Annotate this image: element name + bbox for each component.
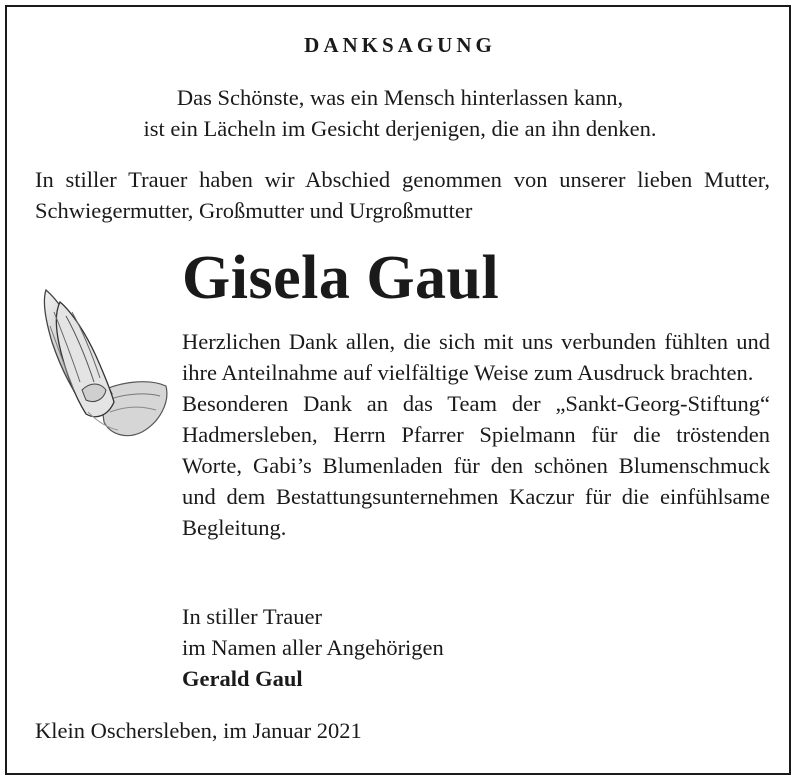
notice-heading: DANKSAGUNG	[304, 33, 496, 57]
closing-block	[182, 601, 444, 694]
thanks-text	[182, 326, 770, 543]
quote	[0, 82, 800, 144]
praying-hands-icon	[38, 282, 174, 452]
closing-line-2: im Namen aller Angehörigen	[182, 635, 444, 660]
quote-line-2: ist ein Lächeln im Gesicht derjenigen, die an ihn denken.	[143, 116, 657, 141]
place-date: Klein Oschersleben, im Januar 2021	[35, 718, 362, 743]
quote-line-1: Das Schönste, was ein Mensch hinterlassen kann,	[176, 85, 624, 110]
intro-text: In stiller Trauer haben wir Abschied genommen von unserer lieben Mutter, Schwiegermutter, Großmutter und Urgroßmutter	[35, 167, 770, 223]
closing-line-1: In stiller Trauer	[182, 604, 322, 629]
deceased-name: Gisela Gaul	[182, 244, 500, 312]
thanks-paragraph-2: Besonderen Dank an das Team der „Sankt-Georg-Stiftung“ Hadmersleben, Herrn Pfarrer Spielmann für die tröstenden Worte, Gabi’s Blumenladen für den schönen Blumenschmuck und dem Bestattungsunternehmen Kaczur für die einfühlsame Begleitung.	[182, 391, 770, 540]
thanks-paragraph-1: Herzlichen Dank allen, die sich mit uns verbunden fühlten und ihre Anteilnahme auf vielfältige Weise zum Ausdruck brachten.	[182, 329, 770, 385]
signature: Gerald Gaul	[182, 666, 303, 691]
